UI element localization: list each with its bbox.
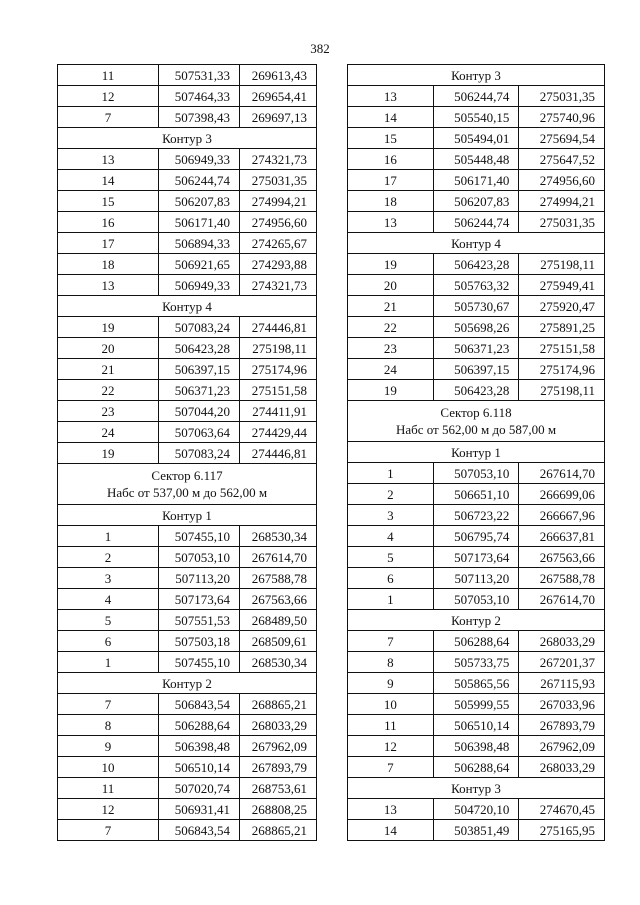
coordinate-y: 267588,78 — [519, 568, 605, 589]
point-number: 11 — [348, 715, 434, 736]
point-number: 12 — [348, 736, 434, 757]
coordinates-table-right — [347, 64, 605, 841]
coordinate-x: 507113,20 — [159, 568, 240, 589]
point-number: 15 — [348, 128, 434, 149]
coordinate-y: 266667,96 — [519, 505, 605, 526]
table-row — [348, 505, 605, 526]
contour-label: Контур 3 — [58, 128, 317, 149]
point-number: 24 — [58, 422, 159, 443]
point-number: 18 — [348, 191, 434, 212]
coordinate-y: 275647,52 — [519, 149, 605, 170]
coordinate-x: 504720,10 — [433, 799, 519, 820]
coordinate-x: 505730,67 — [433, 296, 519, 317]
table-row — [58, 149, 317, 170]
coordinate-x: 505999,55 — [433, 694, 519, 715]
contour-label: Контур 3 — [348, 65, 605, 86]
coordinate-x: 506651,10 — [433, 484, 519, 505]
coordinate-x: 506244,74 — [433, 86, 519, 107]
point-number: 13 — [348, 86, 434, 107]
coordinate-y: 275949,41 — [519, 275, 605, 296]
table-row — [58, 86, 317, 107]
point-number: 20 — [58, 338, 159, 359]
point-number: 7 — [348, 757, 434, 778]
point-number: 1 — [348, 463, 434, 484]
coordinate-y: 275151,58 — [519, 338, 605, 359]
table-row — [58, 526, 317, 547]
point-number: 7 — [58, 694, 159, 715]
table-row — [348, 149, 605, 170]
table-row — [58, 191, 317, 212]
coordinate-x: 506171,40 — [159, 212, 240, 233]
coordinate-x: 506398,48 — [159, 736, 240, 757]
coordinate-y: 275031,35 — [240, 170, 317, 191]
table-row — [348, 484, 605, 505]
table-row — [348, 191, 605, 212]
coordinate-x: 505494,01 — [433, 128, 519, 149]
point-number: 5 — [58, 610, 159, 631]
coordinate-x: 507020,74 — [159, 778, 240, 799]
table-row — [58, 610, 317, 631]
contour-header-row — [348, 65, 605, 86]
coordinate-x: 506371,23 — [433, 338, 519, 359]
point-number: 3 — [58, 568, 159, 589]
point-number: 12 — [58, 86, 159, 107]
point-number: 11 — [58, 778, 159, 799]
coordinate-y: 269613,43 — [240, 65, 317, 86]
coordinate-x: 506894,33 — [159, 233, 240, 254]
point-number: 2 — [348, 484, 434, 505]
point-number: 17 — [58, 233, 159, 254]
coordinate-x: 506288,64 — [433, 757, 519, 778]
coordinate-x: 506795,74 — [433, 526, 519, 547]
table-row — [58, 338, 317, 359]
table-row — [348, 757, 605, 778]
coordinate-y: 267962,09 — [519, 736, 605, 757]
coordinate-x: 507044,20 — [159, 401, 240, 422]
coordinate-y: 268530,34 — [240, 652, 317, 673]
coordinate-y: 269697,13 — [240, 107, 317, 128]
point-number: 23 — [348, 338, 434, 359]
coordinate-x: 505763,32 — [433, 275, 519, 296]
coordinate-x: 507551,53 — [159, 610, 240, 631]
table-row — [348, 86, 605, 107]
table-row — [348, 694, 605, 715]
coordinate-x: 507455,10 — [159, 526, 240, 547]
table-row — [58, 275, 317, 296]
table-row — [58, 170, 317, 191]
point-number: 19 — [58, 443, 159, 464]
table-row — [58, 568, 317, 589]
point-number: 17 — [348, 170, 434, 191]
coordinate-x: 506949,33 — [159, 275, 240, 296]
point-number: 13 — [348, 799, 434, 820]
coordinate-x: 507503,18 — [159, 631, 240, 652]
table-row — [348, 296, 605, 317]
coordinate-x: 506207,83 — [159, 191, 240, 212]
point-number: 10 — [58, 757, 159, 778]
contour-label: Контур 1 — [348, 442, 605, 463]
table-row — [58, 107, 317, 128]
table-row — [348, 526, 605, 547]
coordinate-x: 507053,10 — [433, 463, 519, 484]
point-number: 18 — [58, 254, 159, 275]
point-number: 4 — [58, 589, 159, 610]
coordinate-x: 507455,10 — [159, 652, 240, 673]
coordinate-x: 506371,23 — [159, 380, 240, 401]
contour-label: Контур 2 — [58, 673, 317, 694]
coordinate-x: 506423,28 — [433, 380, 519, 401]
coordinate-x: 503851,49 — [433, 820, 519, 841]
coordinate-x: 507053,10 — [433, 589, 519, 610]
coordinate-y: 266637,81 — [519, 526, 605, 547]
table-row — [348, 380, 605, 401]
coordinate-x: 506244,74 — [433, 212, 519, 233]
coordinate-y: 275740,96 — [519, 107, 605, 128]
coordinate-y: 274429,44 — [240, 422, 317, 443]
table-row — [348, 631, 605, 652]
point-number: 14 — [348, 107, 434, 128]
coordinate-y: 267115,93 — [519, 673, 605, 694]
table-row — [348, 170, 605, 191]
coordinate-y: 268489,50 — [240, 610, 317, 631]
coordinate-x: 506398,48 — [433, 736, 519, 757]
point-number: 16 — [348, 149, 434, 170]
sector-title: Сектор 6.118 — [440, 405, 512, 420]
table-row — [58, 820, 317, 841]
coordinate-y: 268509,61 — [240, 631, 317, 652]
point-number: 24 — [348, 359, 434, 380]
contour-label: Контур 2 — [348, 610, 605, 631]
coordinate-x: 506244,74 — [159, 170, 240, 191]
coordinate-y: 275031,35 — [519, 86, 605, 107]
table-row — [58, 212, 317, 233]
coordinate-x: 506288,64 — [433, 631, 519, 652]
coordinate-x: 506171,40 — [433, 170, 519, 191]
point-number: 4 — [348, 526, 434, 547]
point-number: 3 — [348, 505, 434, 526]
point-number: 6 — [58, 631, 159, 652]
table-row — [348, 275, 605, 296]
point-number: 9 — [348, 673, 434, 694]
table-row — [58, 652, 317, 673]
coordinate-x: 506949,33 — [159, 149, 240, 170]
coordinate-y: 275694,54 — [519, 128, 605, 149]
coordinate-x: 505865,56 — [433, 673, 519, 694]
coordinate-x: 507083,24 — [159, 443, 240, 464]
coordinate-x: 505733,75 — [433, 652, 519, 673]
sector-header-row — [348, 401, 605, 442]
table-row — [348, 254, 605, 275]
coordinate-x: 505540,15 — [433, 107, 519, 128]
coordinate-x: 506843,54 — [159, 820, 240, 841]
coordinate-x: 506921,65 — [159, 254, 240, 275]
coordinate-y: 267893,79 — [240, 757, 317, 778]
coordinate-y: 274446,81 — [240, 443, 317, 464]
contour-label: Контур 1 — [58, 505, 317, 526]
coordinate-y: 275891,25 — [519, 317, 605, 338]
sector-subtitle: Набс от 562,00 м до 587,00 м — [395, 422, 557, 437]
page-number: 382 — [310, 41, 330, 56]
point-number: 13 — [58, 149, 159, 170]
point-number: 14 — [58, 170, 159, 191]
coordinates-table-left — [57, 64, 317, 841]
table-row — [58, 757, 317, 778]
contour-header-row — [58, 128, 317, 149]
contour-header-row — [348, 233, 605, 254]
sector-title: Сектор 6.117 — [151, 468, 223, 483]
table-row — [348, 128, 605, 149]
table-row — [58, 694, 317, 715]
coordinate-y: 268865,21 — [240, 820, 317, 841]
contour-label: Контур 3 — [348, 778, 605, 799]
coordinate-y: 268033,29 — [240, 715, 317, 736]
table-row — [58, 254, 317, 275]
table-row — [348, 589, 605, 610]
coordinate-y: 274321,73 — [240, 275, 317, 296]
table-row — [348, 359, 605, 380]
table-row — [58, 65, 317, 86]
point-number: 8 — [58, 715, 159, 736]
sector-subtitle: Набс от 537,00 м до 562,00 м — [106, 485, 268, 500]
point-number: 19 — [348, 380, 434, 401]
table-row — [58, 422, 317, 443]
contour-header-row — [348, 442, 605, 463]
coordinate-x: 506423,28 — [159, 338, 240, 359]
table-row — [348, 212, 605, 233]
point-number: 23 — [58, 401, 159, 422]
coordinate-y: 267614,70 — [519, 589, 605, 610]
contour-header-row — [58, 505, 317, 526]
coordinate-y: 268033,29 — [519, 757, 605, 778]
coordinate-y: 275174,96 — [240, 359, 317, 380]
point-number: 11 — [58, 65, 159, 86]
coordinate-y: 267563,66 — [240, 589, 317, 610]
contour-label: Контур 4 — [348, 233, 605, 254]
point-number: 7 — [58, 820, 159, 841]
coordinate-y: 268865,21 — [240, 694, 317, 715]
point-number: 1 — [348, 589, 434, 610]
coordinate-y: 267563,66 — [519, 547, 605, 568]
coordinate-y: 275031,35 — [519, 212, 605, 233]
table-row — [58, 589, 317, 610]
table-row — [348, 736, 605, 757]
coordinate-y: 268530,34 — [240, 526, 317, 547]
table-row — [58, 401, 317, 422]
table-row — [348, 673, 605, 694]
coordinate-y: 267614,70 — [240, 547, 317, 568]
coordinate-y: 269654,41 — [240, 86, 317, 107]
point-number: 12 — [58, 799, 159, 820]
point-number: 10 — [348, 694, 434, 715]
table-row — [58, 736, 317, 757]
coordinate-x: 507113,20 — [433, 568, 519, 589]
sector-header-row — [58, 464, 317, 505]
point-number: 22 — [348, 317, 434, 338]
table-row — [348, 568, 605, 589]
coordinate-x: 506288,64 — [159, 715, 240, 736]
table-row — [58, 233, 317, 254]
coordinate-x: 506723,22 — [433, 505, 519, 526]
point-number: 19 — [58, 317, 159, 338]
coordinate-y: 275920,47 — [519, 296, 605, 317]
point-number: 13 — [58, 275, 159, 296]
coordinate-x: 507173,64 — [159, 589, 240, 610]
coordinate-y: 274321,73 — [240, 149, 317, 170]
table-row — [58, 380, 317, 401]
coordinate-y: 268753,61 — [240, 778, 317, 799]
coordinate-x: 507053,10 — [159, 547, 240, 568]
coordinate-y: 274956,60 — [240, 212, 317, 233]
coordinate-x: 506397,15 — [159, 359, 240, 380]
coordinate-x: 507063,64 — [159, 422, 240, 443]
coordinate-y: 267201,37 — [519, 652, 605, 673]
point-number: 8 — [348, 652, 434, 673]
point-number: 22 — [58, 380, 159, 401]
point-number: 16 — [58, 212, 159, 233]
coordinate-x: 507173,64 — [433, 547, 519, 568]
table-row — [348, 107, 605, 128]
coordinate-x: 505698,26 — [433, 317, 519, 338]
table-row — [348, 820, 605, 841]
contour-header-row — [58, 296, 317, 317]
table-row — [58, 799, 317, 820]
coordinate-y: 274293,88 — [240, 254, 317, 275]
contour-header-row — [348, 610, 605, 631]
point-number: 19 — [348, 254, 434, 275]
coordinate-y: 275165,95 — [519, 820, 605, 841]
table-row — [58, 778, 317, 799]
coordinate-x: 507464,33 — [159, 86, 240, 107]
coordinate-x: 506510,14 — [159, 757, 240, 778]
table-row — [348, 547, 605, 568]
coordinate-y: 275174,96 — [519, 359, 605, 380]
point-number: 5 — [348, 547, 434, 568]
coordinate-y: 267588,78 — [240, 568, 317, 589]
point-number: 1 — [58, 526, 159, 547]
coordinate-x: 507083,24 — [159, 317, 240, 338]
coordinate-y: 268808,25 — [240, 799, 317, 820]
point-number: 15 — [58, 191, 159, 212]
table-row — [58, 631, 317, 652]
coordinate-y: 274411,91 — [240, 401, 317, 422]
point-number: 1 — [58, 652, 159, 673]
point-number: 14 — [348, 820, 434, 841]
table-row — [348, 652, 605, 673]
point-number: 21 — [348, 296, 434, 317]
sector-header — [348, 401, 605, 442]
table-row — [348, 338, 605, 359]
point-number: 6 — [348, 568, 434, 589]
table-row — [348, 317, 605, 338]
point-number: 20 — [348, 275, 434, 296]
table-row — [348, 715, 605, 736]
coordinate-y: 274994,21 — [519, 191, 605, 212]
coordinate-y: 274265,67 — [240, 233, 317, 254]
point-number: 7 — [58, 107, 159, 128]
point-number: 7 — [348, 631, 434, 652]
table-row — [348, 799, 605, 820]
coordinate-x: 507531,33 — [159, 65, 240, 86]
coordinate-x: 505448,48 — [433, 149, 519, 170]
coordinate-y: 275198,11 — [519, 254, 605, 275]
table-row — [58, 443, 317, 464]
coordinate-x: 506423,28 — [433, 254, 519, 275]
coordinate-y: 275151,58 — [240, 380, 317, 401]
coordinate-x: 506207,83 — [433, 191, 519, 212]
point-number: 9 — [58, 736, 159, 757]
table-row — [348, 463, 605, 484]
coordinate-y: 274956,60 — [519, 170, 605, 191]
coordinate-x: 506931,41 — [159, 799, 240, 820]
coordinate-x: 506510,14 — [433, 715, 519, 736]
coordinate-y: 275198,11 — [519, 380, 605, 401]
contour-header-row — [348, 778, 605, 799]
coordinate-y: 274994,21 — [240, 191, 317, 212]
contour-label: Контур 4 — [58, 296, 317, 317]
coordinate-y: 267614,70 — [519, 463, 605, 484]
point-number: 2 — [58, 547, 159, 568]
coordinate-y: 267033,96 — [519, 694, 605, 715]
coordinate-y: 267962,09 — [240, 736, 317, 757]
coordinate-y: 266699,06 — [519, 484, 605, 505]
sector-header — [58, 464, 317, 505]
coordinate-y: 267893,79 — [519, 715, 605, 736]
table-row — [58, 715, 317, 736]
table-row — [58, 359, 317, 380]
coordinate-x: 506397,15 — [433, 359, 519, 380]
table-row — [58, 317, 317, 338]
table-row — [58, 547, 317, 568]
coordinate-y: 268033,29 — [519, 631, 605, 652]
point-number: 21 — [58, 359, 159, 380]
coordinate-y: 274446,81 — [240, 317, 317, 338]
coordinate-x: 507398,43 — [159, 107, 240, 128]
coordinate-x: 506843,54 — [159, 694, 240, 715]
coordinate-y: 274670,45 — [519, 799, 605, 820]
contour-header-row — [58, 673, 317, 694]
coordinate-y: 275198,11 — [240, 338, 317, 359]
point-number: 13 — [348, 212, 434, 233]
